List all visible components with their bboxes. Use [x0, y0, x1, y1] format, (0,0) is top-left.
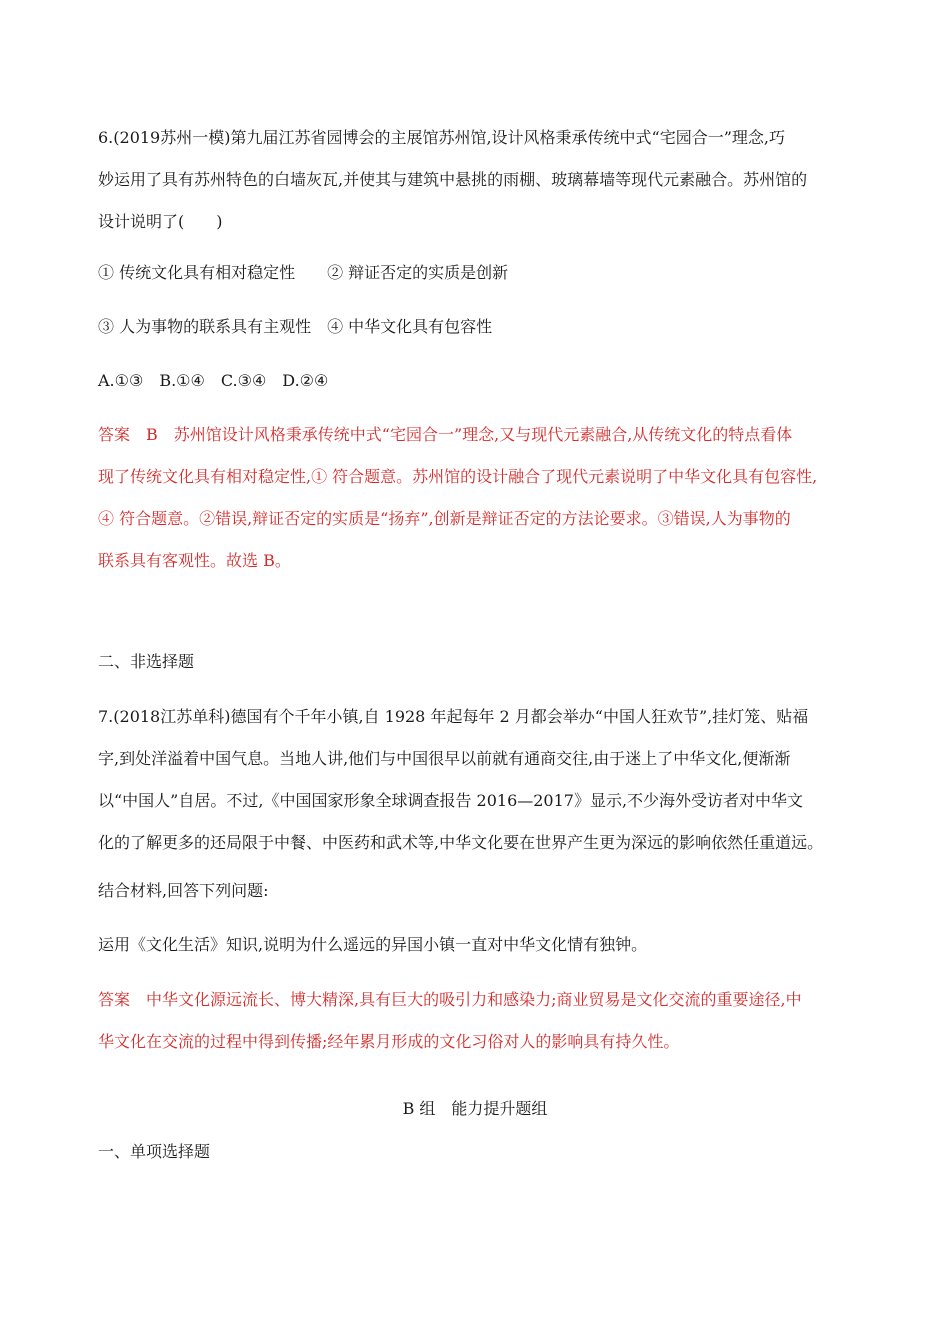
section-heading-non-choice	[98, 641, 858, 683]
section-1-title: 一、单项选择题	[98, 1142, 211, 1161]
options-3-4: ③ 人为事物的联系具有主观性 ④ 中华文化具有包容性	[98, 317, 493, 336]
section-2-title: 二、非选择题	[98, 652, 195, 671]
question-6-choices	[98, 360, 858, 402]
question-7-stem	[98, 696, 858, 864]
question-7-question	[98, 924, 858, 966]
question-6-options-row-2	[98, 306, 858, 348]
group-b-title-text: B 组 能力提升题组	[402, 1099, 548, 1118]
question-7-line-2: 字,到处洋溢着中国气息。当地人讲,他们与中国很早以前就有通商交往,由于迷上了中华文化,便渐渐	[98, 749, 791, 768]
question-6-options-row-1	[98, 252, 858, 294]
answer-7-line-2: 华文化在交流的过程中得到传播;经年累月形成的文化习俗对人的影响具有持久性。	[98, 1032, 680, 1051]
answer-6-line-1: 答案 B 苏州馆设计风格秉承传统中式“宅园合一”理念,又与现代元素融合,从传统文化的特点看体	[98, 425, 793, 444]
choices-a-d: A.①③ B.①④ C.③④ D.②④	[98, 371, 329, 390]
question-6-stem	[98, 117, 858, 243]
question-6-line-2: 妙运用了具有苏州特色的白墙灰瓦,并使其与建筑中悬挑的雨棚、玻璃幕墙等现代元素融合。苏州馆的	[98, 170, 808, 189]
question-6-line-3: 设计说明了( )	[98, 212, 223, 231]
question-6-line-1: 6.(2019苏州一模)第九届江苏省园博会的主展馆苏州馆,设计风格秉承传统中式“宅园合一”理念,巧	[98, 128, 786, 147]
answer-6-line-4: 联系具有客观性。故选 B。	[98, 551, 291, 570]
section-heading-single-choice	[98, 1131, 858, 1173]
question-6-answer	[98, 414, 858, 582]
answer-7-line-1: 答案 中华文化源远流长、博大精深,具有巨大的吸引力和感染力;商业贸易是文化交流的重要途径,中	[98, 990, 802, 1009]
answer-6-line-2: 现了传统文化具有相对稳定性,① 符合题意。苏州馆的设计融合了现代元素说明了中华文化具有包容性,	[98, 467, 818, 486]
options-1-2: ① 传统文化具有相对稳定性 ② 辩证否定的实质是创新	[98, 263, 509, 282]
answer-6-line-3: ④ 符合题意。②错误,辩证否定的实质是“扬弃”,创新是辩证否定的方法论要求。③错误,人为事物的	[98, 509, 791, 528]
question-7-line-1: 7.(2018江苏单科)德国有个千年小镇,自 1928 年起每年 2 月都会举办“中国人狂欢节”,挂灯笼、贴福	[98, 707, 809, 726]
question-text: 运用《文化生活》知识,说明为什么遥远的异国小镇一直对中华文化情有独钟。	[98, 935, 648, 954]
question-7-prompt	[98, 870, 858, 912]
question-7-line-3: 以“中国人”自居。不过,《中国国家形象全球调查报告 2016—2017》显示,不少海外受访者对中华文	[98, 791, 804, 810]
question-7-answer	[98, 979, 858, 1063]
group-b-title	[0, 1088, 950, 1130]
question-7-line-4: 化的了解更多的还局限于中餐、中医药和武术等,中华文化要在世界产生更为深远的影响依然任重道远。	[98, 833, 824, 852]
prompt-text: 结合材料,回答下列问题:	[98, 881, 269, 900]
